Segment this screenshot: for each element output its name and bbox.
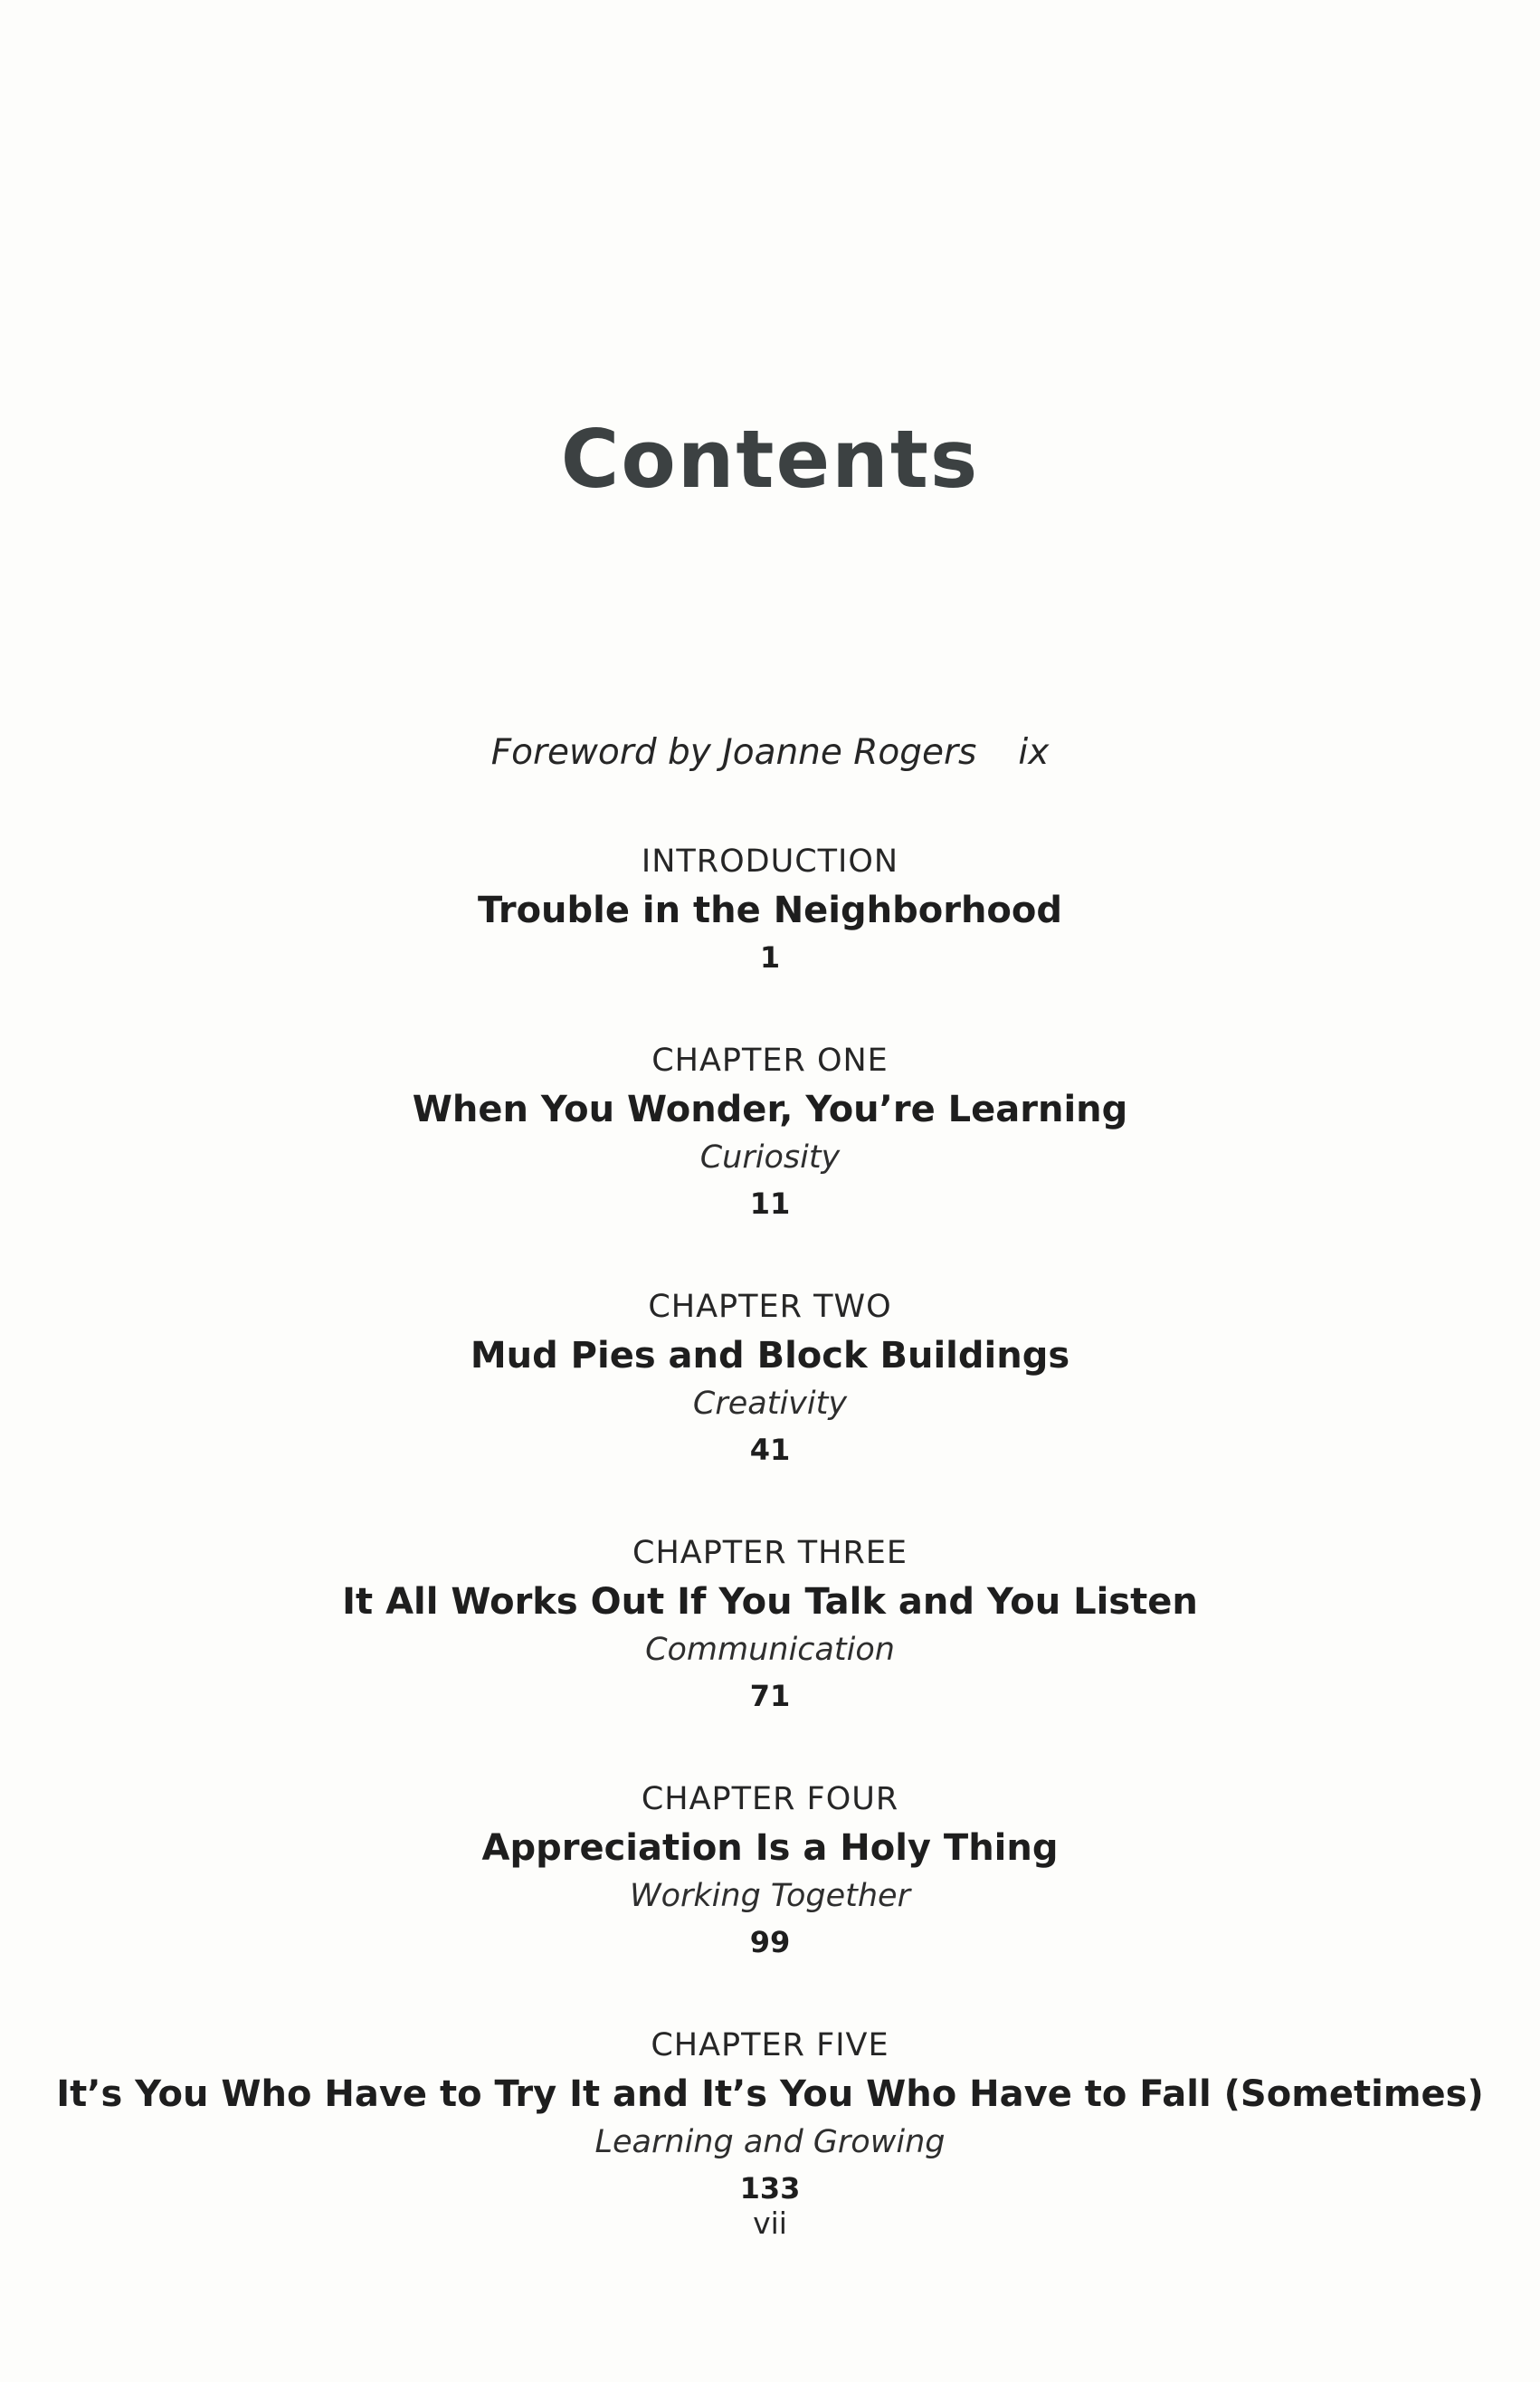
- entry-title: It All Works Out If You Talk and You Listen: [342, 1581, 1198, 1623]
- entry-label: CHAPTER THREE: [632, 1535, 908, 1571]
- page-title: Contents: [560, 412, 980, 506]
- entry-page-number: 99: [749, 1925, 791, 1959]
- entry-page-number: 41: [749, 1433, 791, 1467]
- toc-entry-chapter-two: [0, 1282, 1540, 1472]
- entry-page-number: 133: [739, 2171, 801, 2206]
- entry-title: Appreciation Is a Holy Thing: [481, 1827, 1059, 1869]
- foreword-title: Foreword by Joanne Rogers: [490, 732, 977, 773]
- entry-title: It’s You Who Have to Try It and It’s You Who Have to Fall (Sometimes): [56, 2073, 1484, 2115]
- entry-subtitle: Learning and Growing: [594, 2124, 946, 2160]
- entry-page-number: 71: [749, 1679, 791, 1713]
- foreword-entry: [0, 732, 1540, 773]
- toc-entry-chapter-three: [0, 1529, 1540, 1719]
- toc-entry-introduction: [0, 837, 1540, 980]
- entry-label: CHAPTER ONE: [651, 1043, 889, 1079]
- entry-title: Trouble in the Neighborhood: [477, 890, 1063, 931]
- toc-entry-chapter-five: [0, 2021, 1540, 2211]
- foreword-page-number: ix: [1018, 732, 1050, 773]
- entry-page-number: 11: [749, 1186, 791, 1221]
- entry-subtitle: Curiosity: [699, 1139, 841, 1176]
- toc-entry-chapter-one: [0, 1036, 1540, 1226]
- entry-page-number: 1: [759, 940, 781, 975]
- entry-subtitle: Communication: [645, 1632, 895, 1668]
- entry-label: CHAPTER TWO: [648, 1289, 892, 1325]
- entry-subtitle: Working Together: [630, 1878, 910, 1914]
- toc-entry-chapter-four: [0, 1775, 1540, 1965]
- entry-title: Mud Pies and Block Buildings: [470, 1335, 1070, 1377]
- entry-label: CHAPTER FOUR: [641, 1781, 899, 1817]
- folio-page-number: vii: [753, 2206, 787, 2241]
- entry-subtitle: Creativity: [692, 1386, 848, 1422]
- toc-entries: [0, 837, 1540, 2267]
- entry-label: INTRODUCTION: [641, 843, 899, 880]
- entry-label: CHAPTER FIVE: [651, 2027, 889, 2063]
- entry-title: When You Wonder, You’re Learning: [412, 1089, 1128, 1130]
